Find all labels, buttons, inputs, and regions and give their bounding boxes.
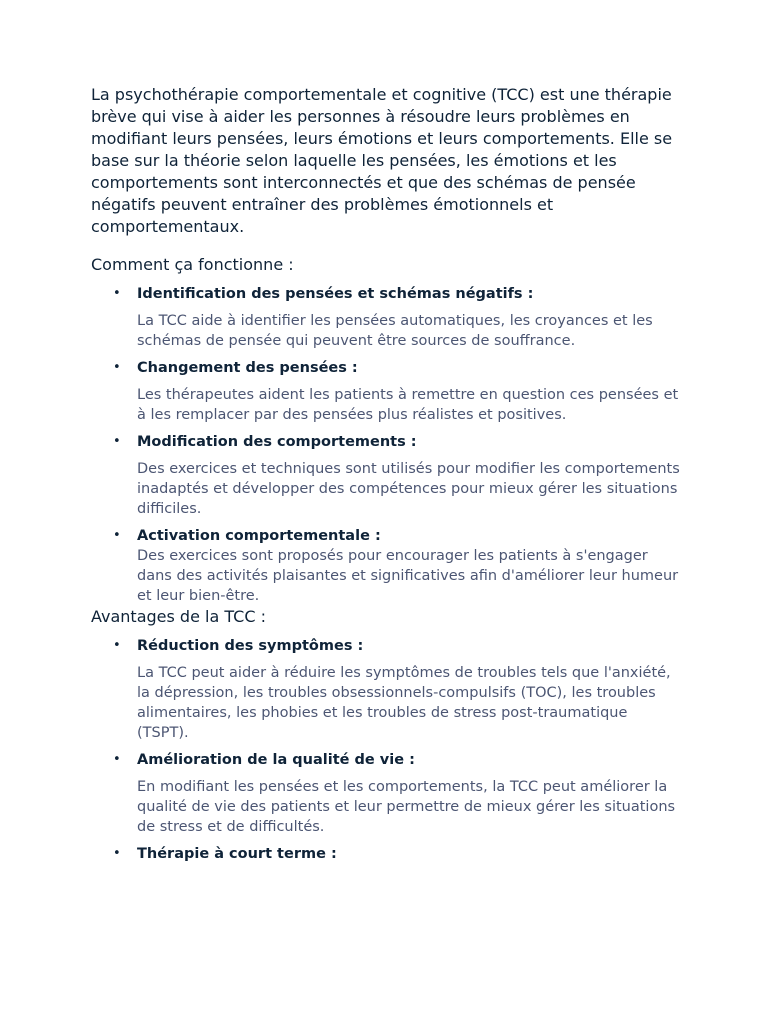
item-title: • Amélioration de la qualité de vie : [137,752,415,768]
list-item [137,526,681,606]
item-title: • Identification des pensées et schémas négatifs : [137,286,534,302]
advantages-list [91,636,681,864]
item-description: Des exercices et techniques sont utilisés pour modifier les comportements inadaptés et développer des compétences pour mieux gérer les situations difficiles. [137,461,680,517]
item-description: La TCC peut aider à réduire les symptômes de troubles tels que l'anxiété, la dépression, les troubles obsessionnels-compulsifs (TOC), les troubles alimentaires, les phobies et les troubles de stress post-traumatique (TSPT). [137,665,671,741]
item-title: • Thérapie à court terme : [137,846,337,862]
section-heading-how-it-works: Comment ça fonctionne : [91,255,294,274]
item-description: Les thérapeutes aident les patients à remettre en question ces pensées et à les remplacer par des pensées plus réalistes et positives. [137,387,679,423]
item-title: • Réduction des symptômes : [137,638,364,654]
list-item [137,750,681,837]
list-item [137,432,681,519]
document-page [91,84,681,864]
section-heading-advantages: Avantages de la TCC : [91,607,266,626]
item-description: En modifiant les pensées et les comportements, la TCC peut améliorer la qualité de vie des patients et leur permettre de mieux gérer les situations de stress et de difficultés. [137,779,676,835]
item-title: • Modification des comportements : [137,434,417,450]
list-item [137,844,681,864]
list-item [137,358,681,425]
list-item [137,636,681,743]
item-description: La TCC aide à identifier les pensées automatiques, les croyances et les schémas de pensée qui peuvent être sources de souffrance. [137,313,653,349]
how-it-works-list [91,284,681,606]
intro-paragraph: La psychothérapie comportementale et cognitive (TCC) est une thérapie brève qui vise à aider les personnes à résoudre leurs problèmes en modifiant leurs pensées, leurs émotions et leurs comportements. Elle se base sur la théorie selon laquelle les pensées, les émotions et les comportements sont interconnectés et que des schémas de pensée négatifs peuvent entraîner des problèmes émotionnels et comportementaux. [91,85,673,236]
item-title: • Activation comportementale : [137,528,381,544]
item-description: Des exercices sont proposés pour encourager les patients à s'engager dans des activités plaisantes et significatives afin d'améliorer leur humeur et leur bien-être. [137,548,679,604]
item-title: • Changement des pensées : [137,360,358,376]
list-item [137,284,681,351]
